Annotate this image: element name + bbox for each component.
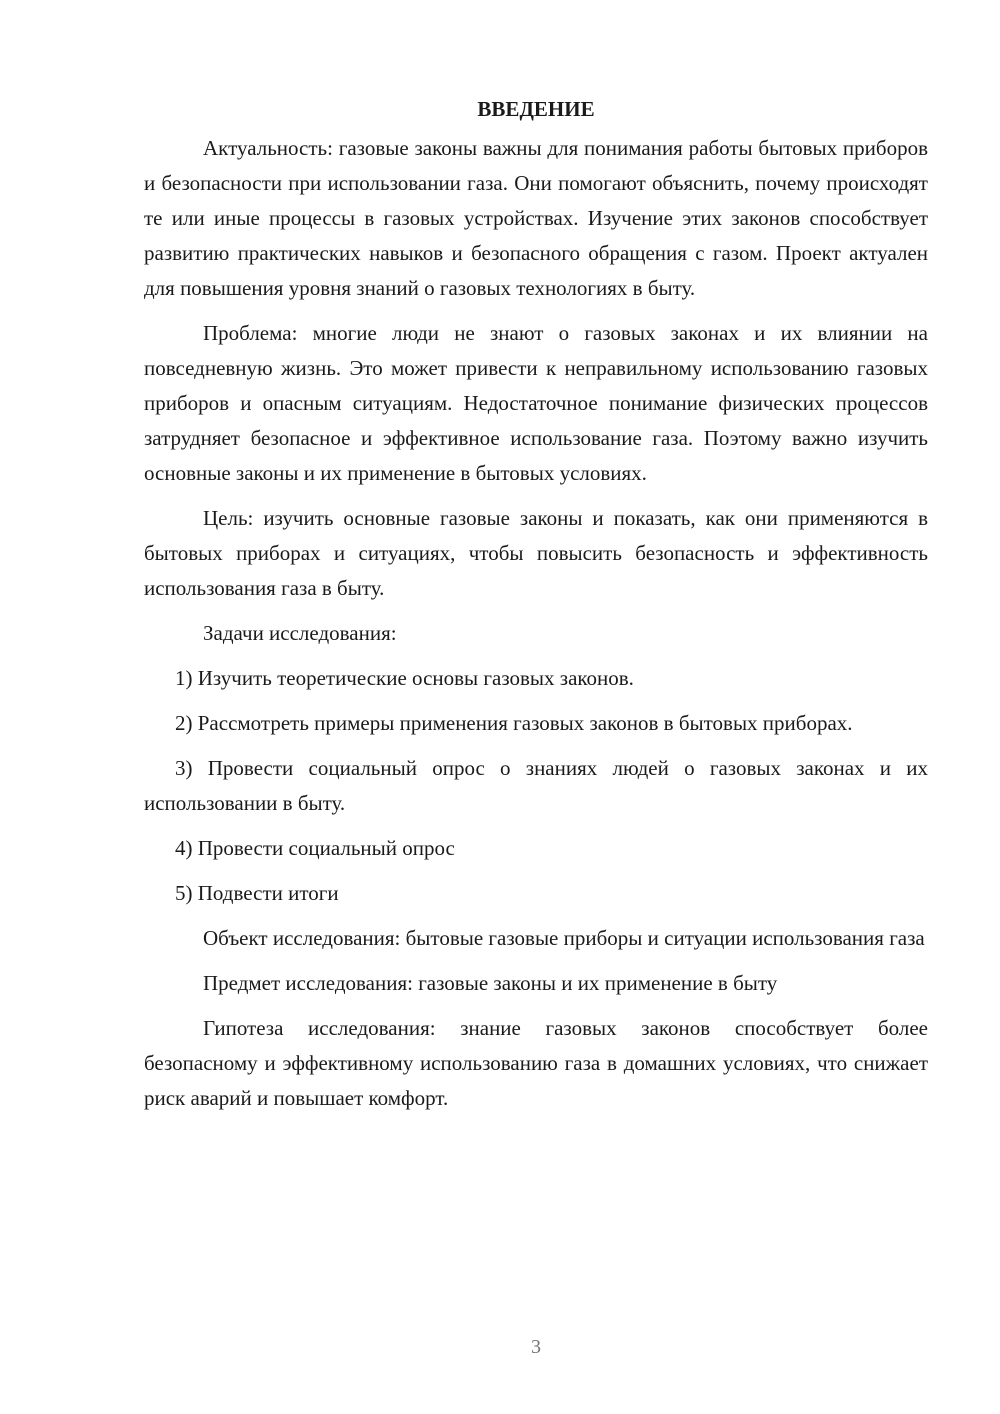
hypothesis-paragraph: Гипотеза исследования: знание газовых законов способствует более безопасному и эффективному использованию газа в домашних условиях, что снижает риск аварий и повышает комфорт.: [144, 1016, 928, 1110]
goal-paragraph: Цель: изучить основные газовые законы и показать, как они применяются в бытовых приборах и ситуациях, чтобы повысить безопасность и эффективность использования газа в быту.: [144, 506, 928, 600]
task-item-4: 4) Провести социальный опрос: [175, 836, 455, 860]
tasks-heading: Задачи исследования:: [203, 621, 397, 645]
relevance-paragraph: Актуальность: газовые законы важны для понимания работы бытовых приборов и безопасности при использовании газа. Они помогают объяснить, почему происходят те или иные процессы в газовых устройствах. Изучение этих законов способствует развитию практических навыков и безопасного обращения с газом. Проект актуален для повышения уровня знаний о газовых технологиях в быту.: [144, 136, 928, 300]
task-item-3: 3) Провести социальный опрос о знаниях людей о газовых законах и их использовании в быту.: [144, 756, 928, 815]
page-number: 3: [531, 1336, 541, 1358]
task-item-1: 1) Изучить теоретические основы газовых законов.: [175, 666, 634, 690]
task-item-2: 2) Рассмотреть примеры применения газовых законов в бытовых приборах.: [175, 711, 853, 735]
problem-paragraph: Проблема: многие люди не знают о газовых законах и их влиянии на повседневную жизнь. Это может привести к неправильному использованию газовых приборов и опасным ситуациям. Недостаточное понимание физических процессов затрудняет безопасное и эффективное использование газа. Поэтому важно изучить основные законы и их применение в бытовых условиях.: [144, 321, 928, 485]
page-title: ВВЕДЕНИЕ: [477, 97, 595, 121]
subject-paragraph: Предмет исследования: газовые законы и их применение в быту: [203, 971, 778, 995]
page-content: [144, 92, 928, 1126]
object-paragraph: Объект исследования: бытовые газовые приборы и ситуации использования газа: [203, 926, 925, 950]
task-item-5: 5) Подвести итоги: [175, 881, 339, 905]
